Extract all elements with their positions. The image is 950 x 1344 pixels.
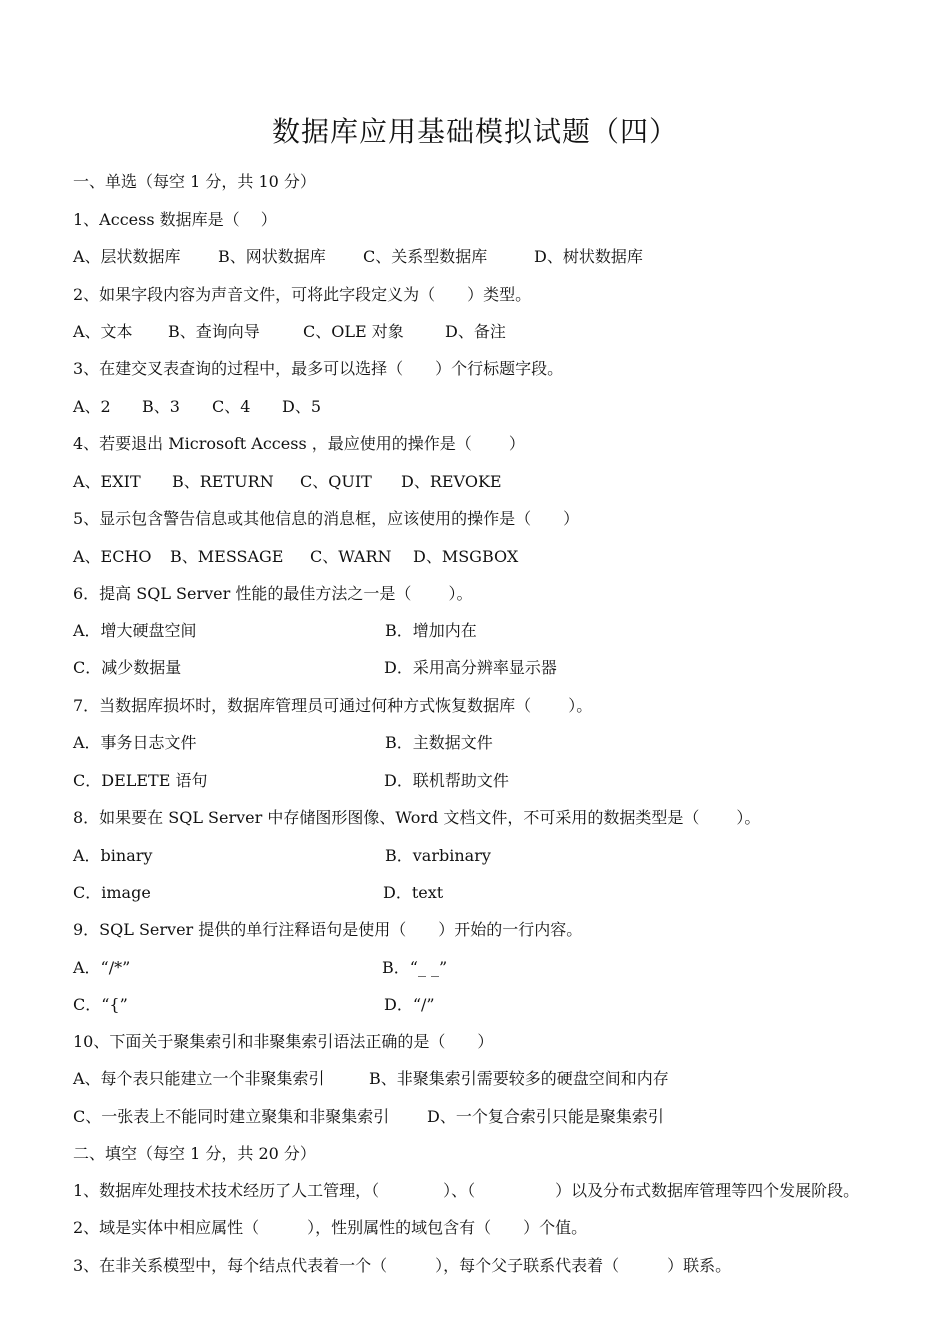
option-d: D、备注 <box>445 322 506 341</box>
question-stem: 2、如果字段内容为声音文件，可将此字段定义为（ ）类型。 <box>73 285 532 304</box>
option-b: B．主数据文件 <box>385 733 493 752</box>
question-stem: 9．SQL Server 提供的单行注释语句是使用（ ）开始的一行内容。 <box>73 920 583 939</box>
option-b: B、MESSAGE <box>170 547 284 566</box>
option-a: A、层状数据库 <box>73 247 181 266</box>
option-b: B、非聚集索引需要较多的硬盘空间和内存 <box>369 1069 669 1088</box>
question-stem: 7．当数据库损坏时，数据库管理员可通过何种方式恢复数据库（ ）。 <box>73 696 593 715</box>
fill-in-item: 1、数据库处理技术技术经历了人工管理，（ ）、（ ）以及分布式数据库管理等四个发展阶段。 <box>73 1181 860 1200</box>
question-stem: 8．如果要在 SQL Server 中存储图形图像、Word 文档文件，不可采用的数据类型是（ ）。 <box>73 808 761 827</box>
option-b: B．增加内在 <box>385 621 477 640</box>
option-c: C、一张表上不能同时建立聚集和非聚集索引 <box>73 1107 390 1126</box>
fill-in-item: 2、域是实体中相应属性（ ），性别属性的域包含有（ ）个值。 <box>73 1218 588 1237</box>
question-stem: 4、若要退出 Microsoft Access ，最应使用的操作是（ ） <box>73 434 525 453</box>
option-c: C、QUIT <box>300 472 372 491</box>
option-a: A、每个表只能建立一个非聚集索引 <box>73 1069 325 1088</box>
option-c: C、WARN <box>310 547 392 566</box>
question-stem: 6．提高 SQL Server 性能的最佳方法之一是（ ）。 <box>73 584 473 603</box>
option-c: C、关系型数据库 <box>363 247 488 266</box>
option-b: B、3 <box>142 397 180 416</box>
option-a: A．binary <box>73 846 153 865</box>
option-b: B、RETURN <box>172 472 274 491</box>
page-title: 数据库应用基础模拟试题（四） <box>271 115 678 148</box>
option-c: C．DELETE 语句 <box>73 771 208 790</box>
option-d: D、一个复合索引只能是聚集索引 <box>427 1107 664 1126</box>
option-d: D、树状数据库 <box>534 247 643 266</box>
option-c: C．image <box>73 883 151 902</box>
section-heading: 二、填空（每空 1 分，共 20 分） <box>73 1144 316 1163</box>
question-stem: 10、下面关于聚集索引和非聚集索引语法正确的是（ ） <box>73 1032 494 1051</box>
option-b: B、查询向导 <box>168 322 260 341</box>
question-stem: 5、显示包含警告信息或其他信息的消息框，应该使用的操作是（ ） <box>73 509 580 528</box>
option-b: B．varbinary <box>385 846 491 865</box>
option-d: D．“/” <box>384 995 435 1014</box>
option-d: D．采用高分辨率显示器 <box>384 658 557 677</box>
option-d: D、MSGBOX <box>413 547 519 566</box>
option-d: D、REVOKE <box>401 472 502 491</box>
option-c: C、4 <box>212 397 251 416</box>
option-c: C．减少数据量 <box>73 658 182 677</box>
option-a: A、EXIT <box>73 472 141 491</box>
fill-in-item: 3、在非关系模型中，每个结点代表着一个（ ），每个父子联系代表着（ ）联系。 <box>73 1256 732 1275</box>
option-b: B、网状数据库 <box>218 247 326 266</box>
option-a: A、2 <box>73 397 111 416</box>
option-d: D、5 <box>282 397 322 416</box>
option-a: A．“/*” <box>73 958 131 977</box>
question-stem: 1、Access 数据库是（ ） <box>73 210 277 229</box>
question-stem: 3、在建交叉表查询的过程中，最多可以选择（ ）个行标题字段。 <box>73 359 564 378</box>
option-a: A、文本 <box>73 322 133 341</box>
option-c: C、OLE 对象 <box>303 322 404 341</box>
option-d: D．联机帮助文件 <box>384 771 509 790</box>
option-c: C．“{” <box>73 995 128 1014</box>
option-b: B．“_ _” <box>382 958 448 977</box>
option-a: A、ECHO <box>73 547 152 566</box>
section-heading: 一、单选（每空 1 分，共 10 分） <box>73 172 316 191</box>
option-d: D．text <box>383 883 444 902</box>
option-a: A．增大硬盘空间 <box>73 621 197 640</box>
option-a: A．事务日志文件 <box>73 733 197 752</box>
